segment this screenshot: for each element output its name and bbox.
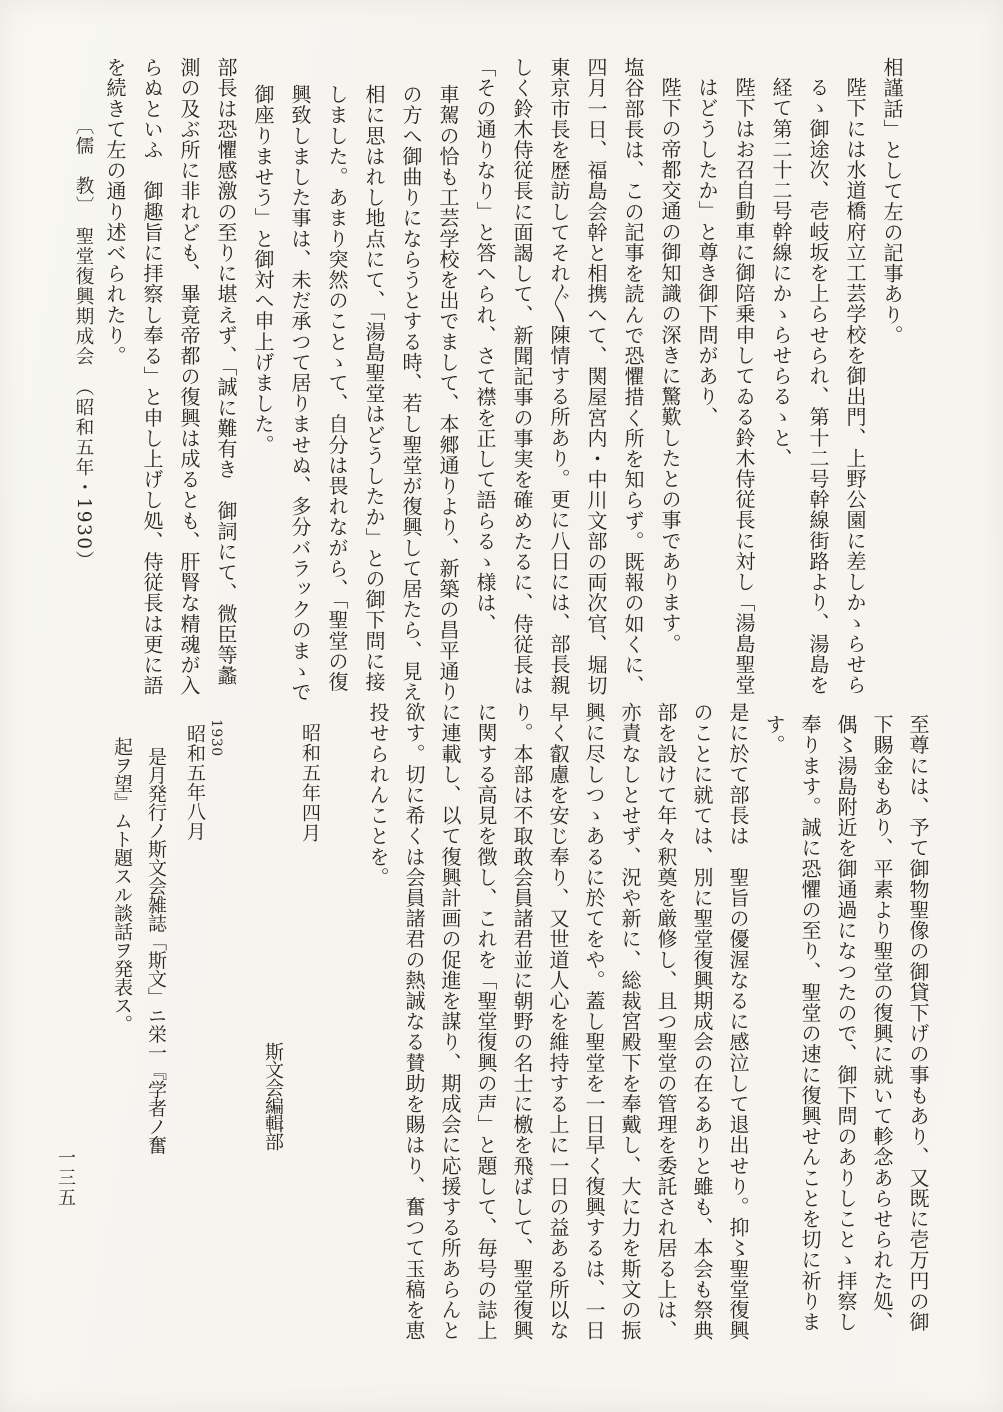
- text-column: 東京市長を歴訪してそれ〴〵陳情する所あり。更に八日には、部長親: [547, 57, 571, 695]
- text-column: 偶〻湯島附近を御通過になつたので、御下問のありしことゝ拝察し: [834, 714, 858, 1332]
- text-column: 陛下の帝都交通の御知識の深きに驚歎したとの事であります。: [658, 77, 682, 654]
- page-number: 一三五: [55, 1148, 76, 1208]
- text-column: 是に於て部長は 聖旨の優渥なるに感泣して退出せり。抑〻聖堂復興: [726, 702, 750, 1341]
- bottom-text-block: [360, 702, 936, 1382]
- date-column-april: 昭和五年四月: [299, 723, 321, 843]
- text-column: しました。あまり突然のことゝて、自分は畏れながら、「聖堂の復: [325, 84, 349, 692]
- text-column: 奉ります。誠に恐懼の至り、聖堂の速に復興せんことを切に祈りま: [798, 714, 822, 1332]
- text-column: らぬといふ 御趣旨に拝察し奉る」と申し上げし処、侍従長は更に語: [140, 57, 164, 696]
- date-column-august: 昭和五年八月: [184, 724, 206, 841]
- text-column: 陛下はお召自動車に御陪乗申してゐる鈴木侍従長に対し「湯島聖堂: [732, 77, 756, 695]
- text-column: 測の及ぶ所に非れども、畢竟帝都の復興は成るとも、肝腎な精魂が入: [177, 57, 201, 696]
- entry-text-column-continued: 起ヲ望』ムト題スル談話ヲ発表ス。: [111, 737, 133, 1033]
- text-column: 相に思はれし地点にて、「湯島聖堂はどうしたか」との御下問に接: [362, 84, 386, 692]
- text-column: はどうしたか」と尊き御下問があり、: [695, 77, 719, 428]
- text-column: り。本部は不取敢会員諸君並に朝野の名士に檄を飛ばして、聖堂復興: [510, 702, 534, 1341]
- text-column: 「その通りなり」と答へられ、さて襟を正して語らるゝ様は、: [473, 57, 497, 634]
- text-column: 陛下には水道橋府立工芸学校を御出門、上野公園に差しかゝらせら: [843, 77, 867, 695]
- text-column: 興に尽しつゝあるに於てをや。蓋し聖堂を一日早く復興するは、一日: [582, 702, 606, 1341]
- text-column: 塩谷部長は、この記事を読んで恐懼措く所を知らず。既報の如くに、: [621, 57, 645, 696]
- entry-text-column: 是月発行ノ斯文会雑誌「斯文」ニ栄一『学者ノ奮: [145, 747, 167, 1154]
- text-column: の方へ御曲りにならうとする時、若し聖堂が復興して居たら、見え: [399, 84, 423, 702]
- text-column: 部長は恐懼感激の至りに堪えず、「誠に難有き 御詞にて、微臣等蠡: [214, 57, 238, 686]
- top-text-block: [96, 57, 910, 737]
- text-column: に関する高見を徴し、これを「聖堂復興の声」と題して、毎号の誌上: [474, 702, 498, 1341]
- text-column: 投せられんことを。: [366, 702, 390, 888]
- text-column: のことに就ては、別に聖堂復興期成会の在るありと雖も、本会も祭典: [690, 702, 714, 1341]
- text-column: 部を設けて年々釈奠を厳修し、且つ聖堂の管理を委託され居る上は、: [654, 702, 678, 1341]
- text-column: 至尊には、予て御物聖像の御貸下げの事もあり、又既に壱万円の御: [906, 714, 930, 1332]
- text-column: 車駕の恰も工芸学校を出でまして、本郷通りより、新築の昌平通り: [436, 84, 460, 702]
- text-column: を続きて左の通り述べられたり。: [103, 57, 127, 366]
- text-column: 経て第二十二号幹線にかゝらせらるゝと、: [769, 77, 793, 469]
- text-column: 亦責なしとせず、況や新に、総裁宮殿下を奉戴し、大に力を斯文の振: [618, 702, 642, 1341]
- editor-signature: 斯文会編輯部: [262, 1042, 284, 1150]
- text-column: 早く叡慮を安じ奉り、又世道人心を維持する上に一日の益ある所以な: [546, 702, 570, 1341]
- text-column: しく鈴木侍従長に面謁して、新聞記事の事実を確めたるに、侍従長は: [510, 57, 534, 696]
- text-column: 興致しました事は、未だ承つて居りませぬ、多分バラックのまゝで: [288, 84, 312, 702]
- running-header: 〔儒 教〕 聖堂復興期成会 （昭和五年・1930）: [73, 116, 94, 571]
- text-column: に連載し、以て復興計画の促進を謀り、期成会に応援する所あらんと: [438, 702, 462, 1341]
- text-column: るゝ御途次、壱岐坂を上らせられ、第十二号幹線街路より、湯島を: [806, 77, 830, 695]
- text-column: す。: [762, 714, 786, 756]
- text-column: 下賜金もあり、平素より聖堂の復興に就いて軫念あらせられた処、: [870, 714, 894, 1332]
- text-column: 御座りませう」と御対へ申上げました。: [251, 84, 275, 455]
- text-column: 欲す。切に希くは会員諸君の熱誠なる賛助を賜はり、奮つて玉稿を恵: [402, 702, 426, 1341]
- year-1930-annotation: 1930: [208, 719, 224, 757]
- text-column: 相謹話」として左の記事あり。: [880, 57, 904, 346]
- text-column: 四月一日、福島会幹と相携へて、関屋宮内・中川文部の両次官、堀切: [584, 57, 608, 696]
